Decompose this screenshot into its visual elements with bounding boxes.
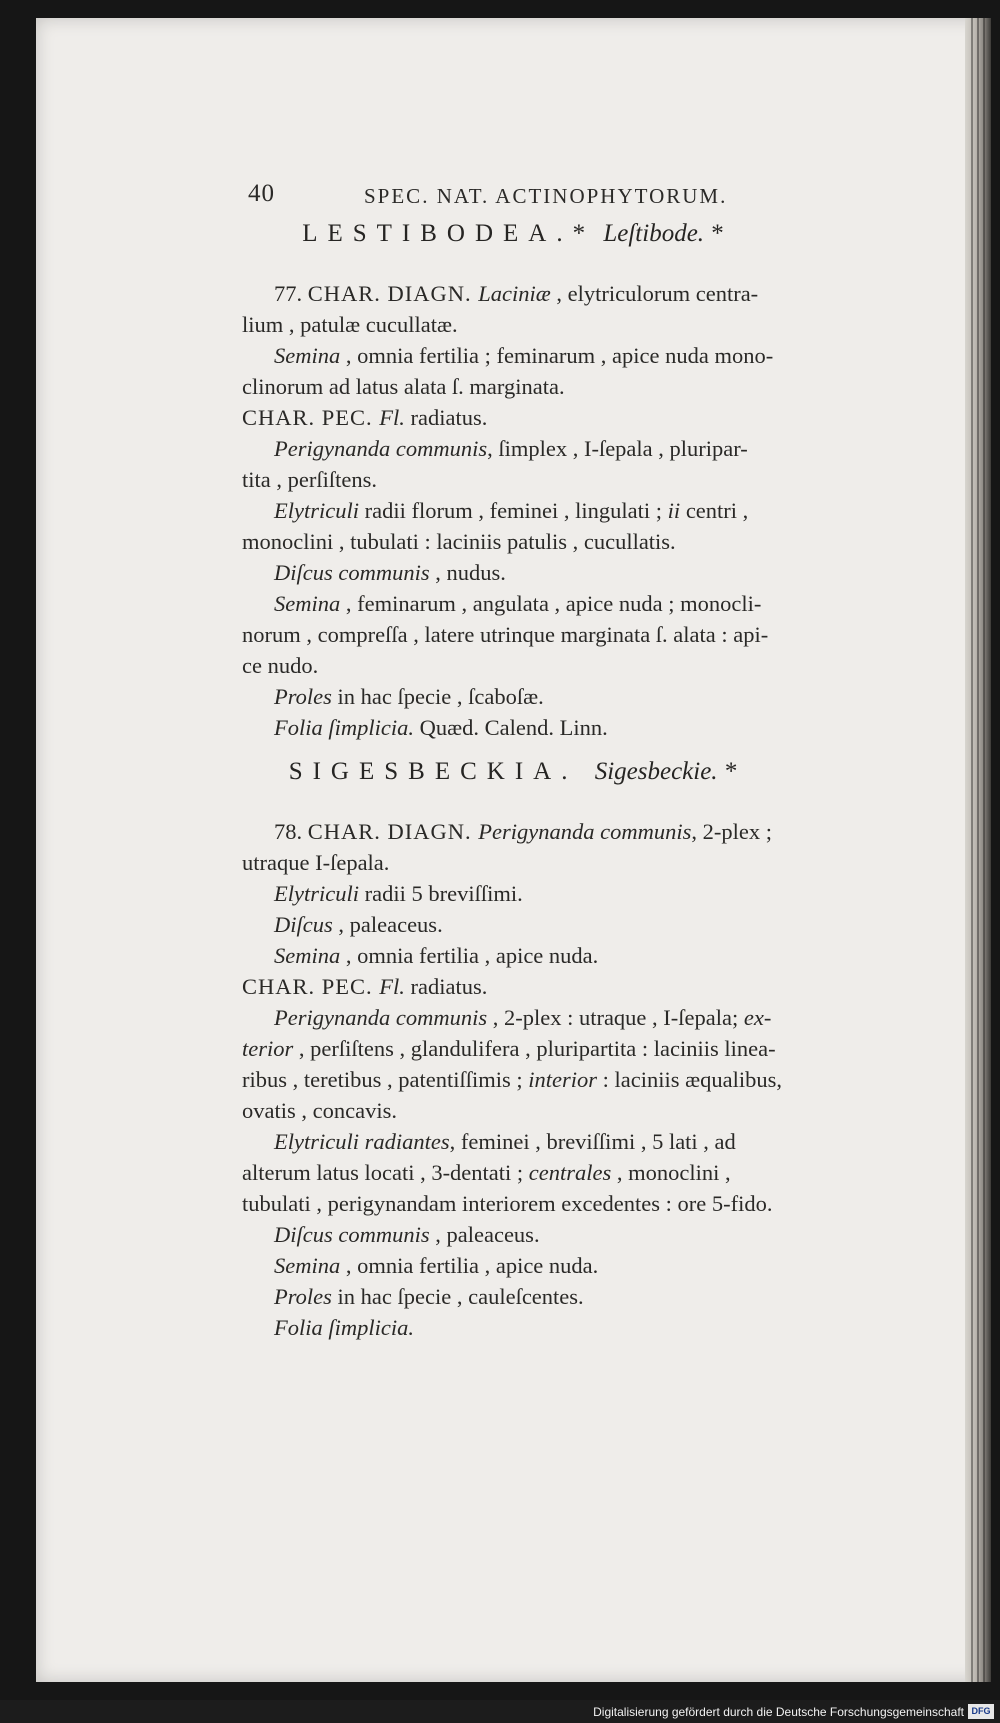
text-run: CHAR. DIAGN.: [307, 819, 479, 844]
text-line: [242, 402, 922, 433]
text-run: Semina: [274, 1253, 341, 1278]
text-run: radii florum , feminei , lingulati ;: [358, 498, 668, 523]
text-line: [242, 681, 922, 712]
text-line: [242, 619, 922, 650]
text-line: [242, 1095, 922, 1126]
text-run: Perigynanda communis: [274, 1005, 488, 1030]
text-run: , 2-plex ;: [691, 819, 772, 844]
text-run: CHAR. PEC.: [242, 974, 380, 999]
text-line: [242, 588, 922, 619]
text-run: Perigynanda communis: [274, 436, 488, 461]
text-run: , feminarum , angulata , apice nuda ; monocli-: [340, 591, 762, 616]
text-line: [242, 495, 922, 526]
text-line: [242, 464, 922, 495]
genus-vernacular: Leſtibode.: [603, 220, 705, 247]
text-run: monoclini , tubulati : laciniis patulis , cucullatis.: [242, 529, 676, 554]
text-run: ex-: [743, 1005, 772, 1030]
genus-heading-lestibodea: [36, 220, 991, 248]
text-run: radiatus.: [404, 974, 488, 999]
genus-name: SIGESBECKIA.: [288, 758, 578, 785]
text-run: radiatus.: [404, 405, 488, 430]
text-line: [242, 433, 922, 464]
text-run: Semina: [274, 343, 341, 368]
genus-mark: *: [572, 220, 587, 247]
text-run: tubulati , perigynandam interiorem excedentes : ore 5-fido.: [242, 1191, 773, 1216]
page-edge: [965, 18, 991, 1682]
text-run: Elytriculi: [274, 881, 359, 906]
text-run: , perſiſtens , glandulifera , pluripartita : laciniis linea-: [293, 1036, 776, 1061]
text-run: in hac ſpecie , ſcaboſæ.: [331, 684, 544, 709]
text-run: in hac ſpecie , cauleſcentes.: [331, 1284, 584, 1309]
text-run: clinorum ad latus alata ſ. marginata.: [242, 374, 565, 399]
text-line: [242, 940, 922, 971]
text-run: : laciniis æqualibus,: [596, 1067, 782, 1092]
text-line: [242, 650, 922, 681]
text-line: [242, 309, 922, 340]
genus-description-lestibodea: [242, 278, 922, 743]
text-run: utraque I-ſepala.: [242, 850, 390, 875]
text-run: ii: [667, 498, 681, 523]
text-run: 77.: [274, 281, 308, 306]
text-run: , paleaceus.: [429, 1222, 540, 1247]
text-run: 78.: [274, 819, 308, 844]
text-run: Proles: [274, 684, 332, 709]
text-run: Diſcus communis: [274, 560, 430, 585]
text-line: [242, 1188, 922, 1219]
text-run: centri ,: [680, 498, 749, 523]
text-run: radii 5 breviſſimi.: [358, 881, 523, 906]
text-line: [242, 278, 922, 309]
text-run: ovatis , concavis.: [242, 1098, 397, 1123]
text-run: alterum latus locati , 3-dentati ;: [242, 1160, 529, 1185]
text-line: [242, 1033, 922, 1064]
running-title: SPEC. NAT. ACTINOPHYTORUM.: [364, 184, 728, 208]
genus-description-sigesbeckia: [242, 816, 922, 1343]
text-line: [242, 878, 922, 909]
text-run: tita , perſiſtens.: [242, 467, 377, 492]
text-line: [242, 1281, 922, 1312]
text-run: Elytriculi radiantes: [274, 1129, 450, 1154]
text-run: CHAR. DIAGN.: [307, 281, 479, 306]
text-run: lium , patulæ cucullatæ.: [242, 312, 458, 337]
text-run: interior: [528, 1067, 597, 1092]
genus-vernacular: Sigesbeckie.: [594, 758, 718, 785]
text-run: centrales: [528, 1160, 612, 1185]
text-run: CHAR. PEC.: [242, 405, 380, 430]
text-run: , omnia fertilia ; feminarum , apice nuda mono-: [340, 343, 774, 368]
text-run: Folia ſimplicia.: [274, 715, 414, 740]
text-run: Proles: [274, 1284, 332, 1309]
text-run: Laciniæ: [478, 281, 551, 306]
text-run: Fl.: [379, 974, 405, 999]
text-line: [242, 1126, 922, 1157]
text-run: , feminei , breviſſimi , 5 lati , ad: [449, 1129, 736, 1154]
text-run: , monoclini ,: [611, 1160, 731, 1185]
vernacular-mark: *: [724, 758, 739, 785]
text-run: ribus , teretibus , patentiſſimis ;: [242, 1067, 529, 1092]
text-run: , 2-plex : utraque , I-ſepala;: [487, 1005, 744, 1030]
text-run: Quæd. Calend. Linn.: [414, 715, 608, 740]
genus-name: LESTIBODEA.: [302, 220, 573, 247]
text-run: , omnia fertilia , apice nuda.: [340, 1253, 599, 1278]
page-number: 40: [248, 180, 275, 207]
text-run: Perigynanda communis: [478, 819, 692, 844]
text-line: [242, 1219, 922, 1250]
text-run: , paleaceus.: [332, 912, 443, 937]
text-run: , elytriculorum centra-: [550, 281, 759, 306]
text-run: Semina: [274, 591, 341, 616]
text-line: [242, 971, 922, 1002]
text-line: [242, 1064, 922, 1095]
text-line: [242, 847, 922, 878]
text-run: ce nudo.: [242, 653, 319, 678]
text-run: , ſimplex , I-ſepala , pluripar-: [487, 436, 748, 461]
genus-heading-sigesbeckia: [36, 758, 991, 786]
text-run: terior: [242, 1036, 294, 1061]
text-line: [242, 557, 922, 588]
text-line: [242, 1002, 922, 1033]
vernacular-mark: *: [711, 220, 725, 247]
funding-credit: Digitalisierung gefördert durch die Deutsche Forschungsgemeinschaft: [593, 1705, 964, 1719]
text-run: Fl.: [379, 405, 405, 430]
text-run: Diſcus communis: [274, 1222, 430, 1247]
text-run: , nudus.: [429, 560, 506, 585]
text-line: [242, 712, 922, 743]
text-run: Semina: [274, 943, 341, 968]
dfg-logo: DFG: [968, 1704, 994, 1719]
text-line: [242, 816, 922, 847]
text-line: [242, 1312, 922, 1343]
text-run: Folia ſimplicia.: [274, 1315, 414, 1340]
text-line: [242, 1157, 922, 1188]
text-line: [242, 909, 922, 940]
book-page: [36, 18, 991, 1682]
text-line: [242, 526, 922, 557]
text-line: [242, 371, 922, 402]
text-line: [242, 340, 922, 371]
footer-bar: [0, 1700, 1000, 1723]
text-run: Diſcus: [274, 912, 333, 937]
text-run: norum , compreſſa , latere utrinque marginata ſ. alata : api-: [242, 622, 769, 647]
text-line: [242, 1250, 922, 1281]
text-run: , omnia fertilia , apice nuda.: [340, 943, 599, 968]
text-run: Elytriculi: [274, 498, 359, 523]
